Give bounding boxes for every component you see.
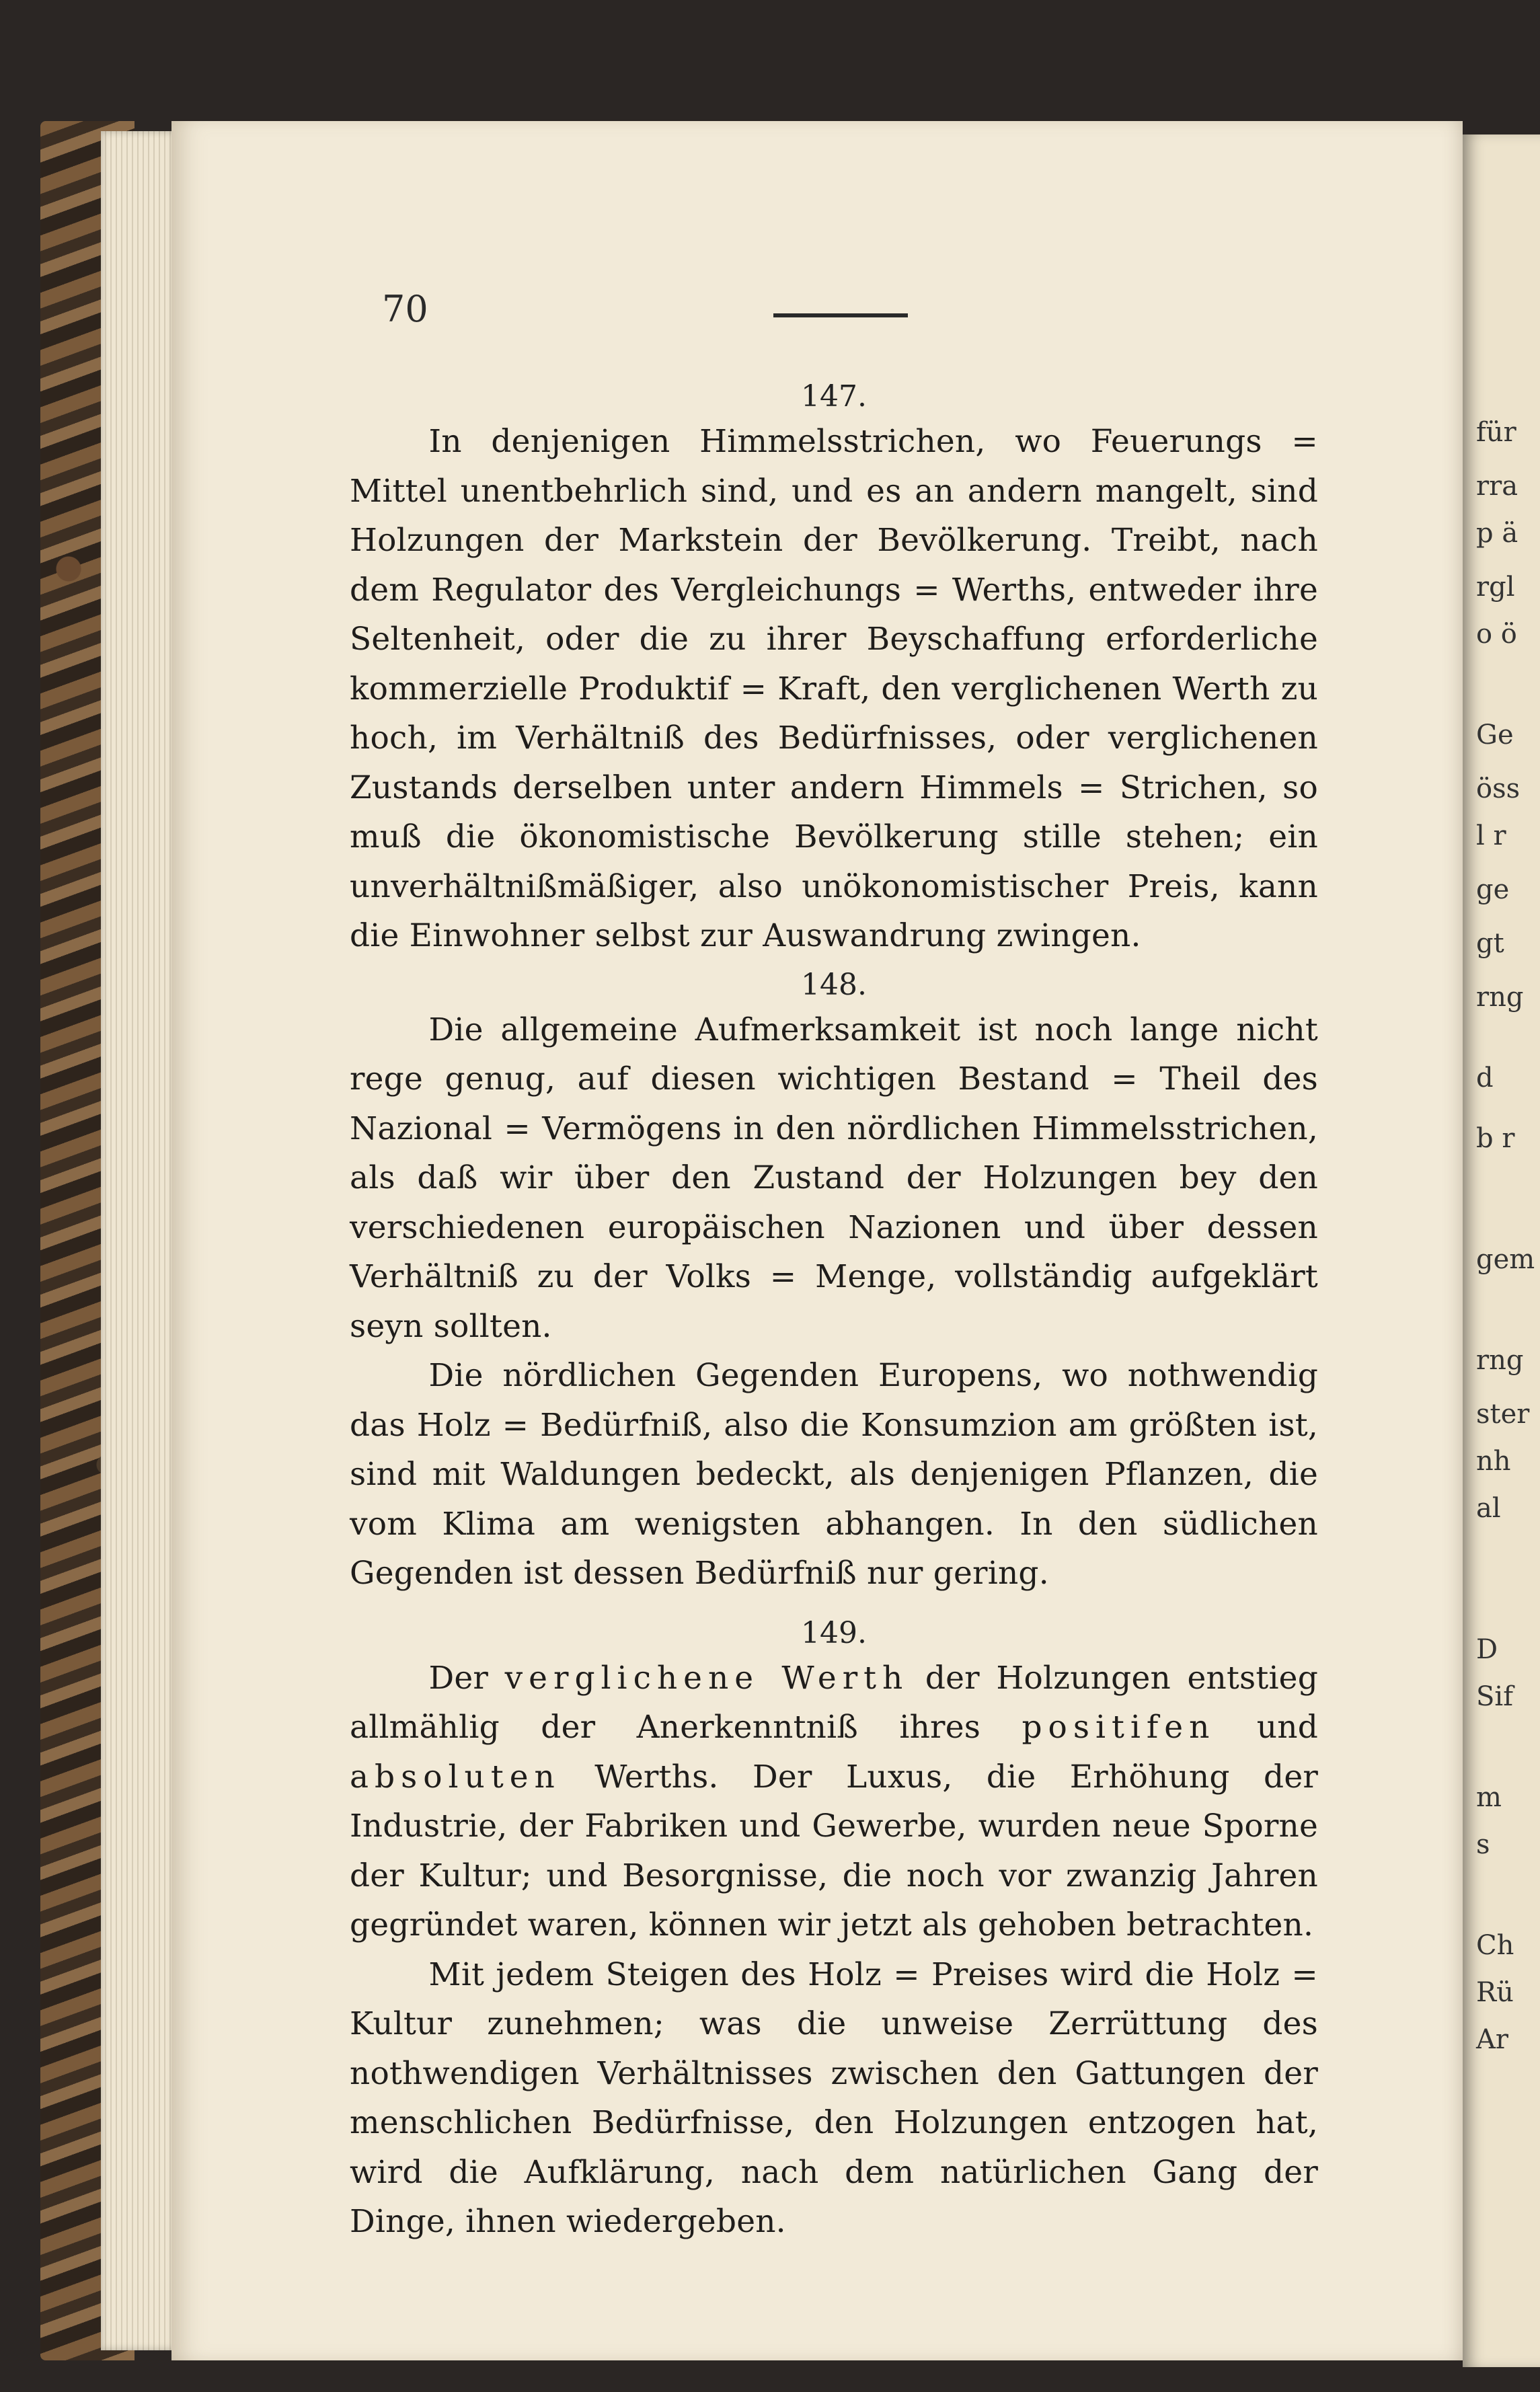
adjacent-text-fragment: Ge: [1476, 720, 1514, 750]
adjacent-text-fragment: o ö: [1476, 619, 1517, 650]
page-number: 70: [382, 288, 428, 330]
text-run: und: [1256, 1709, 1318, 1746]
adjacent-text-fragment: p ä: [1476, 518, 1518, 549]
section-147: [350, 377, 1318, 961]
adjacent-text-fragment: nh: [1476, 1446, 1511, 1477]
adjacent-text-fragment: rgl: [1476, 572, 1515, 603]
adjacent-text-fragment: öss: [1476, 773, 1520, 804]
adjacent-text-fragment: rng: [1476, 982, 1524, 1013]
adjacent-text-fragment: Sif: [1476, 1681, 1513, 1712]
text-run: Werths. Der Luxus, die Erhöhung der Industrie, der Fabriken und Gewerbe, wurden neue Sporne der Kultur; und Besorgnisse, die noch vor zwanzig Jahren gegründet waren, können wir jetzt als gehoben betrachten.: [350, 1758, 1319, 1943]
section-number: 147.: [801, 379, 867, 414]
adjacent-text-fragment: rra: [1476, 471, 1518, 502]
paragraph: [350, 1654, 1318, 1950]
adjacent-text-fragment: l r: [1476, 820, 1506, 851]
section-148: [350, 965, 1318, 1598]
header-rule: [773, 313, 908, 317]
adjacent-text-fragment: ster: [1476, 1399, 1530, 1430]
paragraph: Die allgemeine Aufmerksamkeit ist noch lange nicht rege genug, auf diesen wichtigen Bestand = Theil des Nazional = Vermögens in den nördlichen Himmelsstrichen, als daß wir über den Zustand der Holzungen bey den verschiedenen europäischen Nazionen und über dessen Verhältniß zu der Volks = Menge, vollständig aufgeklärt seyn sollten.: [350, 1011, 1318, 1345]
adjacent-text-fragment: D: [1476, 1634, 1498, 1665]
adjacent-text-fragment: Rü: [1476, 1977, 1514, 2008]
adjacent-text-fragment: rng: [1476, 1345, 1524, 1376]
adjacent-text-fragment: Ch: [1476, 1930, 1514, 1961]
adjacent-text-fragment: s: [1476, 1829, 1490, 1860]
emphasized-text: verglichene Werth: [504, 1659, 909, 1697]
section-149: [350, 1613, 1318, 2247]
adjacent-text-fragment: al: [1476, 1493, 1501, 1524]
text-run: der Holzungen entstieg allmählig der Anerkenntniß ihres: [350, 1659, 1318, 1746]
section-number: 148.: [801, 967, 867, 1002]
paragraph: Die nördlichen Gegenden Europens, wo nothwendig das Holz = Bedürfniß, also die Konsumzion am größten ist, sind mit Waldungen bedeckt, als denjenigen Pflanzen, die vom Klima am wenigsten abhangen. In den südlichen Gegenden ist dessen Bedürfniß nur gering.: [350, 1357, 1318, 1592]
text-run: Der: [428, 1659, 489, 1697]
page-edges: [101, 131, 175, 2350]
paragraph: In denjenigen Himmelsstrichen, wo Feuerungs = Mittel unentbehrlich sind, und es an andern mangelt, sind Holzungen der Markstein der Bevölkerung. Treibt, nach dem Regulator des Vergleichungs = Werths, entweder ihre Seltenheit, oder die zu ihrer Beyschaffung erforderliche kommerzielle Produktif = Kraft, den verglichenen Werth zu hoch, im Verhältniß des Bedürfnisses, oder verglichenen Zustands derselben unter andern Himmels = Strichen, so muß die ökonomistische Bevölkerung stille stehen; ein unverhältnißmäßiger, also unökonomistischer Preis, kann die Einwohner selbst zur Auswandrung zwingen.: [350, 423, 1318, 954]
section-number: 149.: [801, 1615, 867, 1650]
adjacent-text-fragment: b r: [1476, 1123, 1515, 1154]
adjacent-page-edge: [1463, 134, 1540, 2367]
adjacent-text-fragment: gem: [1476, 1244, 1535, 1275]
emphasized-text: absoluten: [350, 1758, 561, 1796]
adjacent-text-fragment: ge: [1476, 874, 1510, 905]
adjacent-text-fragment: d: [1476, 1063, 1494, 1093]
emphasized-text: positifen: [1022, 1709, 1216, 1746]
adjacent-text-fragment: für: [1476, 417, 1516, 448]
adjacent-text-fragment: Ar: [1476, 2024, 1509, 2055]
adjacent-text-fragment: gt: [1476, 928, 1504, 959]
page-text: [350, 377, 1318, 2247]
adjacent-text-fragment: m: [1476, 1782, 1502, 1813]
paragraph: Mit jedem Steigen des Holz = Preises wird die Holz = Kultur zunehmen; was die unweise Zerrüttung des nothwendigen Verhältnisses zwischen den Gattungen der menschlichen Bedürfnisse, den Holzungen entzogen hat, wird die Aufklärung, nach dem natürlichen Gang der Dinge, ihnen wiedergeben.: [350, 1956, 1318, 2240]
